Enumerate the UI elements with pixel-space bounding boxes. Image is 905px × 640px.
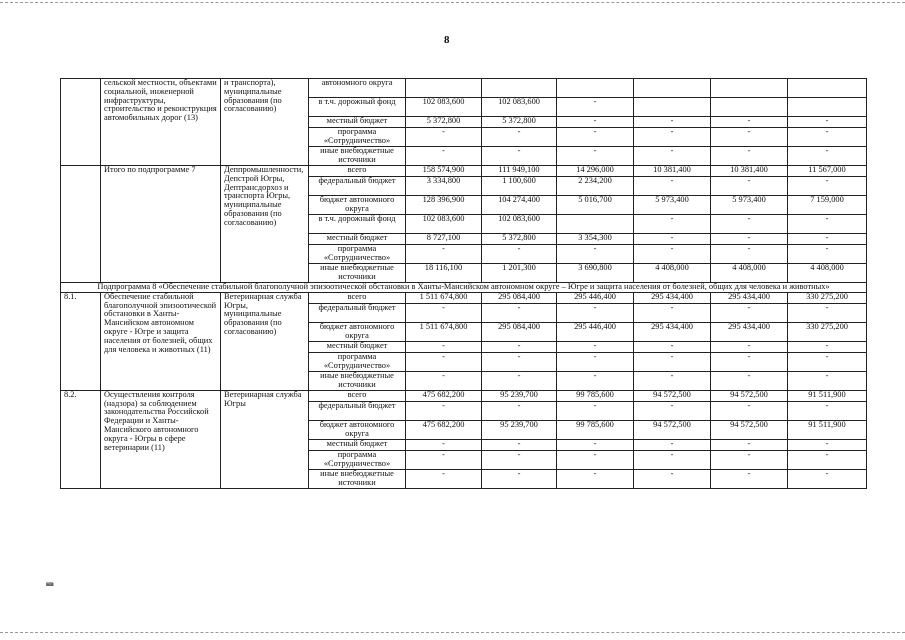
amount-cell: - [788, 450, 867, 469]
amount-cell: 99 785,600 [557, 420, 634, 439]
amount-cell: - [711, 234, 788, 245]
amount-cell: 128 396,900 [406, 196, 482, 215]
amount-cell: - [557, 371, 634, 390]
amount-cell [634, 79, 711, 98]
amount-cell: - [788, 117, 867, 128]
amount-cell: - [711, 450, 788, 469]
funding-source-cell: в т.ч. дорожный фонд [309, 98, 406, 117]
table-row [61, 79, 867, 98]
amount-cell: - [634, 341, 711, 352]
amount-cell: 91 511,900 [788, 420, 867, 439]
amount-cell: - [557, 439, 634, 450]
amount-cell: 295 434,400 [634, 292, 711, 303]
amount-cell: 2 234,200 [557, 177, 634, 196]
amount-cell [711, 79, 788, 98]
amount-cell: 5 973,400 [634, 196, 711, 215]
amount-cell: 4 408,000 [788, 264, 867, 283]
funding-source-cell: местный бюджет [309, 117, 406, 128]
amount-cell [788, 79, 867, 98]
amount-cell: - [788, 469, 867, 488]
amount-cell: 18 116,100 [406, 264, 482, 283]
table-row [61, 390, 867, 401]
subprogram-header-row [61, 283, 867, 293]
funding-source-cell: программа «Сотрудничество» [309, 128, 406, 147]
item-number-cell: 8.1. [61, 292, 101, 390]
amount-cell: - [634, 303, 711, 322]
amount-cell: - [634, 117, 711, 128]
amount-cell: 475 682,200 [406, 390, 482, 401]
funding-source-cell: иные внебюджетные источники [309, 264, 406, 283]
amount-cell: - [711, 177, 788, 196]
amount-cell: - [482, 128, 557, 147]
amount-cell: - [482, 352, 557, 371]
funding-source-cell: федеральный бюджет [309, 303, 406, 322]
amount-cell: 99 785,600 [557, 390, 634, 401]
amount-cell: 95 239,700 [482, 420, 557, 439]
amount-cell: - [711, 352, 788, 371]
amount-cell: 5 016,700 [557, 196, 634, 215]
amount-cell: 4 408,000 [634, 264, 711, 283]
amount-cell: 14 296,000 [557, 166, 634, 177]
amount-cell: - [482, 303, 557, 322]
amount-cell: 3 690,800 [557, 264, 634, 283]
measure-title-cell: Итого по подпрограмме 7 [101, 166, 221, 283]
amount-cell: - [788, 177, 867, 196]
amount-cell: - [711, 215, 788, 234]
amount-cell: - [557, 469, 634, 488]
amount-cell: - [634, 401, 711, 420]
amount-cell: 295 446,400 [557, 322, 634, 341]
amount-cell: - [788, 371, 867, 390]
funding-source-cell: программа «Сотрудничество» [309, 245, 406, 264]
amount-cell: - [711, 147, 788, 166]
amount-cell: - [788, 215, 867, 234]
measure-title-cell: Обеспечение стабильной благополучной эпизоотической обстановки в Ханты-Мансийском автономном округе - Югре и защита населения от болезней, общих для человека и животных (11) [101, 292, 221, 390]
amount-cell: 102 083,600 [406, 98, 482, 117]
funding-source-cell: всего [309, 292, 406, 303]
amount-cell: - [788, 128, 867, 147]
amount-cell: 91 511,900 [788, 390, 867, 401]
amount-cell: - [788, 234, 867, 245]
amount-cell: - [711, 469, 788, 488]
amount-cell [482, 79, 557, 98]
amount-cell: - [634, 215, 711, 234]
amount-cell: 330 275,200 [788, 322, 867, 341]
amount-cell: - [634, 352, 711, 371]
amount-cell: - [557, 245, 634, 264]
amount-cell: - [482, 371, 557, 390]
amount-cell: - [406, 371, 482, 390]
amount-cell: - [634, 450, 711, 469]
funding-source-cell: местный бюджет [309, 234, 406, 245]
amount-cell: - [482, 401, 557, 420]
amount-cell: - [557, 450, 634, 469]
executor-cell: и транспорта), муниципальные образования (по согласованию) [221, 79, 309, 166]
amount-cell: - [711, 371, 788, 390]
amount-cell: 5 372,800 [482, 234, 557, 245]
amount-cell: - [406, 352, 482, 371]
amount-cell: - [406, 147, 482, 166]
amount-cell: - [557, 117, 634, 128]
executor-cell: Ветеринарная служба Югры [221, 390, 309, 488]
amount-cell: 10 381,400 [711, 166, 788, 177]
amount-cell: - [406, 128, 482, 147]
amount-cell: - [711, 401, 788, 420]
amount-cell: - [634, 177, 711, 196]
amount-cell: - [557, 147, 634, 166]
amount-cell: - [482, 341, 557, 352]
funding-source-cell: местный бюджет [309, 341, 406, 352]
amount-cell: - [406, 439, 482, 450]
amount-cell: - [634, 147, 711, 166]
amount-cell: 102 083,600 [482, 215, 557, 234]
funding-source-cell: местный бюджет [309, 439, 406, 450]
amount-cell: - [634, 128, 711, 147]
amount-cell: - [788, 245, 867, 264]
item-number-cell [61, 79, 101, 166]
amount-cell: - [788, 439, 867, 450]
amount-cell: - [482, 245, 557, 264]
amount-cell: 111 949,100 [482, 166, 557, 177]
amount-cell: 4 408,000 [711, 264, 788, 283]
amount-cell: - [406, 450, 482, 469]
table-row [61, 292, 867, 303]
amount-cell: - [788, 147, 867, 166]
amount-cell: - [557, 98, 634, 117]
amount-cell: 5 372,800 [406, 117, 482, 128]
amount-cell: 3 334,800 [406, 177, 482, 196]
amount-cell: - [482, 147, 557, 166]
amount-cell: - [482, 439, 557, 450]
amount-cell: 94 572,500 [711, 390, 788, 401]
amount-cell [557, 79, 634, 98]
amount-cell: 330 275,200 [788, 292, 867, 303]
amount-cell: - [788, 352, 867, 371]
funding-source-cell: бюджет автономного округа [309, 322, 406, 341]
amount-cell [711, 98, 788, 117]
executor-cell: Деппромышленности, Депстрой Югры, Дептрансдорхоз и транспорта Югры, муниципальные образования (по согласованию) [221, 166, 309, 283]
amount-cell [406, 79, 482, 98]
amount-cell [557, 215, 634, 234]
amount-cell: - [711, 117, 788, 128]
amount-cell: - [634, 234, 711, 245]
amount-cell: - [711, 303, 788, 322]
item-number-cell [61, 166, 101, 283]
budget-table-body [61, 79, 867, 489]
amount-cell: 295 434,400 [711, 292, 788, 303]
amount-cell: - [788, 341, 867, 352]
item-number-cell: 8.2. [61, 390, 101, 488]
executor-cell: Ветеринарная служба Югры, муниципальные образования (по согласованию) [221, 292, 309, 390]
funding-source-cell: иные внебюджетные источники [309, 469, 406, 488]
amount-cell: - [557, 352, 634, 371]
table-row [61, 166, 867, 177]
funding-source-cell: в т.ч. дорожный фонд [309, 215, 406, 234]
amount-cell: 295 084,400 [482, 322, 557, 341]
amount-cell: - [482, 450, 557, 469]
amount-cell: 295 084,400 [482, 292, 557, 303]
measure-title-cell: сельской местности, объектами социальной, инженерной инфраструктуры, строительство и реконструкция автомобильных дорог (13) [101, 79, 221, 166]
funding-source-cell: программа «Сотрудничество» [309, 450, 406, 469]
funding-source-cell: автономного округа [309, 79, 406, 98]
funding-source-cell: бюджет автономного округа [309, 420, 406, 439]
amount-cell [788, 98, 867, 117]
amount-cell: 94 572,500 [711, 420, 788, 439]
funding-source-cell: бюджет автономного округа [309, 196, 406, 215]
amount-cell: 295 446,400 [557, 292, 634, 303]
amount-cell: 3 354,300 [557, 234, 634, 245]
amount-cell: 475 682,200 [406, 420, 482, 439]
funding-source-cell: всего [309, 166, 406, 177]
funding-source-cell: всего [309, 390, 406, 401]
amount-cell [634, 98, 711, 117]
amount-cell: - [406, 341, 482, 352]
footer-mark: нв [46, 580, 54, 588]
amount-cell: 295 434,400 [711, 322, 788, 341]
amount-cell: 7 159,000 [788, 196, 867, 215]
amount-cell: - [406, 303, 482, 322]
amount-cell: - [711, 245, 788, 264]
amount-cell: 295 434,400 [634, 322, 711, 341]
amount-cell: - [711, 439, 788, 450]
amount-cell: - [406, 469, 482, 488]
amount-cell: 94 572,500 [634, 420, 711, 439]
amount-cell: 10 381,400 [634, 166, 711, 177]
scan-edge-bottom [0, 632, 905, 633]
amount-cell: - [788, 401, 867, 420]
amount-cell: 95 239,700 [482, 390, 557, 401]
amount-cell: 1 100,600 [482, 177, 557, 196]
budget-table [60, 78, 867, 489]
amount-cell: - [406, 245, 482, 264]
amount-cell: 158 574,900 [406, 166, 482, 177]
amount-cell: 104 274,400 [482, 196, 557, 215]
amount-cell: - [634, 371, 711, 390]
amount-cell: - [557, 401, 634, 420]
amount-cell: 11 567,000 [788, 166, 867, 177]
page-number: 8 [444, 34, 450, 46]
funding-source-cell: иные внебюджетные источники [309, 371, 406, 390]
amount-cell: - [711, 128, 788, 147]
amount-cell: 1 511 674,800 [406, 292, 482, 303]
amount-cell: - [634, 245, 711, 264]
amount-cell: - [406, 401, 482, 420]
funding-source-cell: федеральный бюджет [309, 177, 406, 196]
amount-cell: - [634, 469, 711, 488]
amount-cell: - [788, 303, 867, 322]
scan-edge-top [0, 2, 905, 3]
funding-source-cell: программа «Сотрудничество» [309, 352, 406, 371]
amount-cell: 1 511 674,800 [406, 322, 482, 341]
amount-cell: - [557, 341, 634, 352]
amount-cell: - [557, 128, 634, 147]
amount-cell: 1 201,300 [482, 264, 557, 283]
amount-cell: 8 727,100 [406, 234, 482, 245]
amount-cell: 5 973,400 [711, 196, 788, 215]
amount-cell: 5 372,800 [482, 117, 557, 128]
amount-cell: - [634, 439, 711, 450]
subprogram-title: Подпрограмма 8 «Обеспечение стабильной благополучной эпизоотической обстановки в Ханты-Мансийском автономном округе – Югре и защита населения от болезней, общих для человека и животных» [61, 283, 867, 293]
measure-title-cell: Осуществления контроля (надзора) за соблюдением законодательства Российской Федерации и Ханты-Мансийского автономного округа - Югры в сфере ветеринарии (11) [101, 390, 221, 488]
amount-cell: - [482, 469, 557, 488]
amount-cell: - [557, 303, 634, 322]
funding-source-cell: федеральный бюджет [309, 401, 406, 420]
amount-cell: 102 083,600 [406, 215, 482, 234]
amount-cell: 102 083,600 [482, 98, 557, 117]
funding-source-cell: иные внебюджетные источники [309, 147, 406, 166]
amount-cell: 94 572,500 [634, 390, 711, 401]
amount-cell: - [711, 341, 788, 352]
